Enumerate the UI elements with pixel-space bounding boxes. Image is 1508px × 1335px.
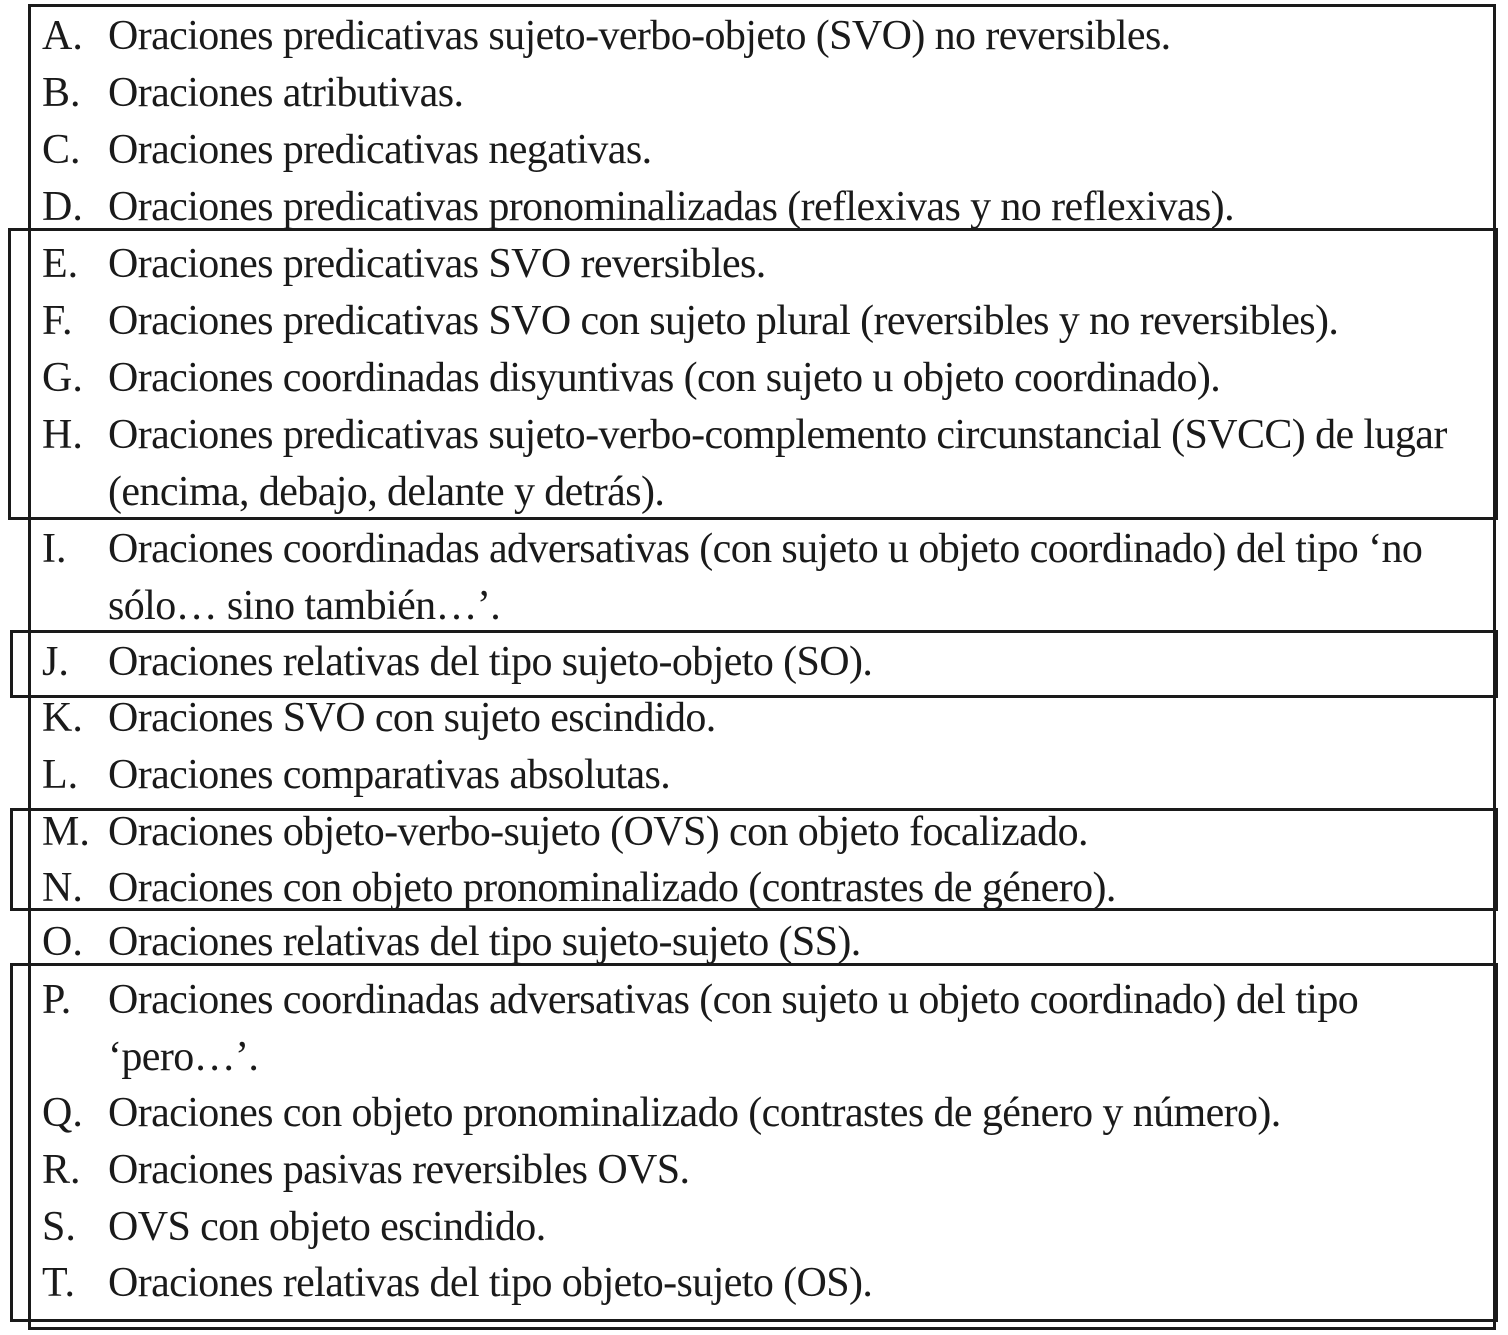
item-letter: B. [42, 70, 81, 116]
item-text: Oraciones predicativas negativas. [108, 127, 652, 173]
item-text: Oraciones coordinadas disyuntivas (con sujeto u objeto coordinado). [108, 355, 1221, 401]
item-text: Oraciones objeto-verbo-sujeto (OVS) con objeto focalizado. [108, 809, 1088, 855]
item-letter: A. [42, 13, 83, 59]
item-text: Oraciones predicativas SVO reversibles. [108, 241, 766, 287]
item-text: Oraciones atributivas. [108, 70, 464, 116]
item-letter: M. [42, 809, 90, 855]
item-letter: L. [42, 752, 79, 798]
item-letter: J. [42, 639, 69, 685]
item-text: Oraciones relativas del tipo objeto-sujeto (OS). [108, 1260, 873, 1306]
item-letter: C. [42, 127, 81, 173]
item-letter: E. [42, 241, 79, 287]
item-text: Oraciones coordinadas adversativas (con sujeto u objeto coordinado) del tipo ‘pero…’. [108, 977, 1359, 1080]
item-letter: F. [42, 298, 73, 344]
item-text: Oraciones coordinadas adversativas (con sujeto u objeto coordinado) del tipo ‘no sólo… sino también…’. [108, 526, 1423, 629]
item-text: Oraciones SVO con sujeto escindido. [108, 695, 716, 741]
item-text: Oraciones relativas del tipo sujeto-sujeto (SS). [108, 919, 861, 965]
item-letter: G. [42, 355, 83, 401]
item-text: Oraciones relativas del tipo sujeto-objeto (SO). [108, 639, 873, 685]
item-text: Oraciones predicativas SVO con sujeto plural (reversibles y no reversibles). [108, 298, 1339, 344]
item-text: OVS con objeto escindido. [108, 1204, 546, 1250]
item-letter: P. [42, 977, 72, 1023]
item-text: Oraciones con objeto pronominalizado (contrastes de género). [108, 865, 1116, 911]
item-letter: D. [42, 184, 83, 230]
item-letter: T. [42, 1260, 76, 1306]
item-text: Oraciones comparativas absolutas. [108, 752, 671, 798]
item-text: Oraciones pasivas reversibles OVS. [108, 1147, 690, 1193]
item-letter: S. [42, 1204, 76, 1250]
item-text: Oraciones con objeto pronominalizado (contrastes de género y número). [108, 1090, 1281, 1136]
item-letter: K. [42, 695, 83, 741]
item-letter: N. [42, 865, 83, 911]
item-text: Oraciones predicativas pronominalizadas (reflexivas y no reflexivas). [108, 184, 1234, 230]
item-letter: O. [42, 919, 83, 965]
item-text: Oraciones predicativas sujeto-verbo-complemento circunstancial (SVCC) de lugar (encima, debajo, delante y detrás). [108, 412, 1447, 515]
item-text: Oraciones predicativas sujeto-verbo-objeto (SVO) no reversibles. [108, 13, 1171, 59]
item-letter: I. [42, 526, 67, 572]
item-letter: H. [42, 412, 83, 458]
item-letter: R. [42, 1147, 81, 1193]
item-letter: Q. [42, 1090, 83, 1136]
